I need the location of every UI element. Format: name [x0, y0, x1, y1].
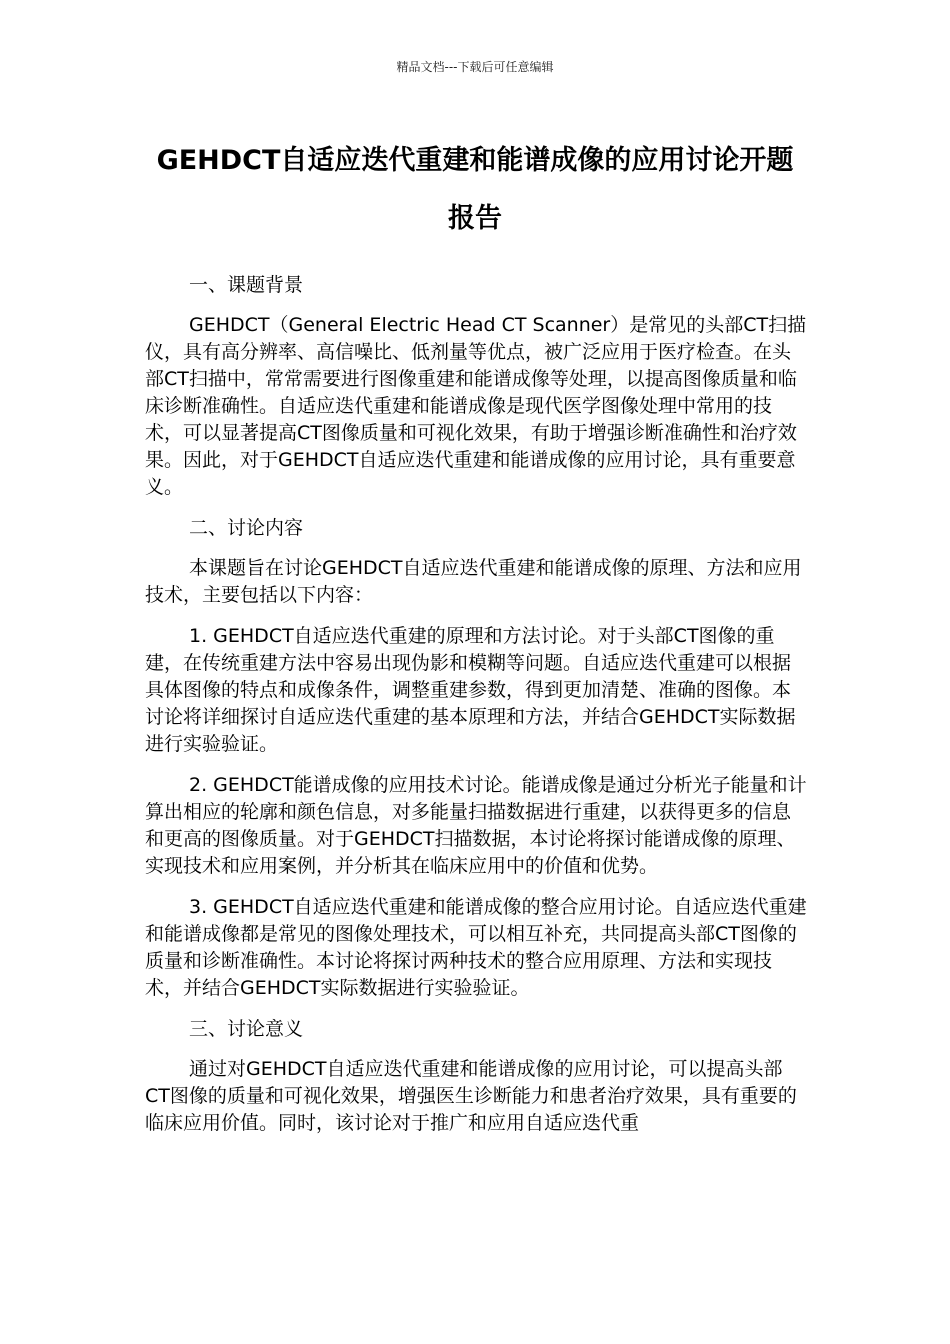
section-heading-content: 二、讨论内容	[189, 517, 304, 539]
list-item-2: 2. GEHDCT能谱成像的应用技术讨论。能谱成像是通过分析光子能量和计算出相应的轮廓和颜色信息，对多能量扫描数据进行重建，以获得更多的信息和更高的图像质量。对于GEHDCT扫描数据，本讨论将探讨能谱成像的原理、实现技术和应用案例，并分析其在临床应用中的价值和优势。	[145, 774, 807, 877]
paragraph-content-intro: 本课题旨在讨论GEHDCT自适应迭代重建和能谱成像的原理、方法和应用技术，主要包括以下内容：	[145, 557, 802, 606]
header-note: 精品文档---下载后可任意编辑	[396, 60, 554, 74]
list-item-1: 1. GEHDCT自适应迭代重建的原理和方法讨论。对于头部CT图像的重建，在传统重建方法中容易出现伪影和模糊等问题。自适应迭代重建可以根据具体图像的特点和成像条件，调整重建参数，得到更加清楚、准确的图像。本讨论将详细探讨自适应迭代重建的基本原理和方法，并结合GEHDCT实际数据进行实验验证。	[145, 625, 796, 755]
document-title: GEHDCT自适应迭代重建和能谱成像的应用讨论开题报告	[156, 145, 794, 234]
section-heading-significance: 三、讨论意义	[189, 1018, 304, 1040]
section-heading-background: 一、课题背景	[189, 274, 304, 296]
paragraph-significance: 通过对GEHDCT自适应迭代重建和能谱成像的应用讨论，可以提高头部CT图像的质量和可视化效果，增强医生诊断能力和患者治疗效果，具有重要的临床应用价值。同时，该讨论对于推广和应用自适应迭代重	[145, 1058, 797, 1134]
paragraph-background: GEHDCT（General Electric Head CT Scanner）是常见的头部CT扫描仪，具有高分辨率、高信噪比、低剂量等优点，被广泛应用于医疗检查。在头部CT扫描中，常常需要进行图像重建和能谱成像等处理，以提高图像质量和临床诊断准确性。自适应迭代重建和能谱成像是现代医学图像处理中常用的技术，可以显著提高CT图像质量和可视化效果，有助于增强诊断准确性和治疗效果。因此，对于GEHDCT自适应迭代重建和能谱成像的应用讨论，具有重要意义。	[145, 314, 807, 498]
document-body	[145, 272, 807, 1151]
list-item-3: 3. GEHDCT自适应迭代重建和能谱成像的整合应用讨论。自适应迭代重建和能谱成像都是常见的图像处理技术，可以相互补充，共同提高头部CT图像的质量和诊断准确性。本讨论将探讨两种技术的整合应用原理、方法和实现技术，并结合GEHDCT实际数据进行实验验证。	[145, 896, 807, 999]
